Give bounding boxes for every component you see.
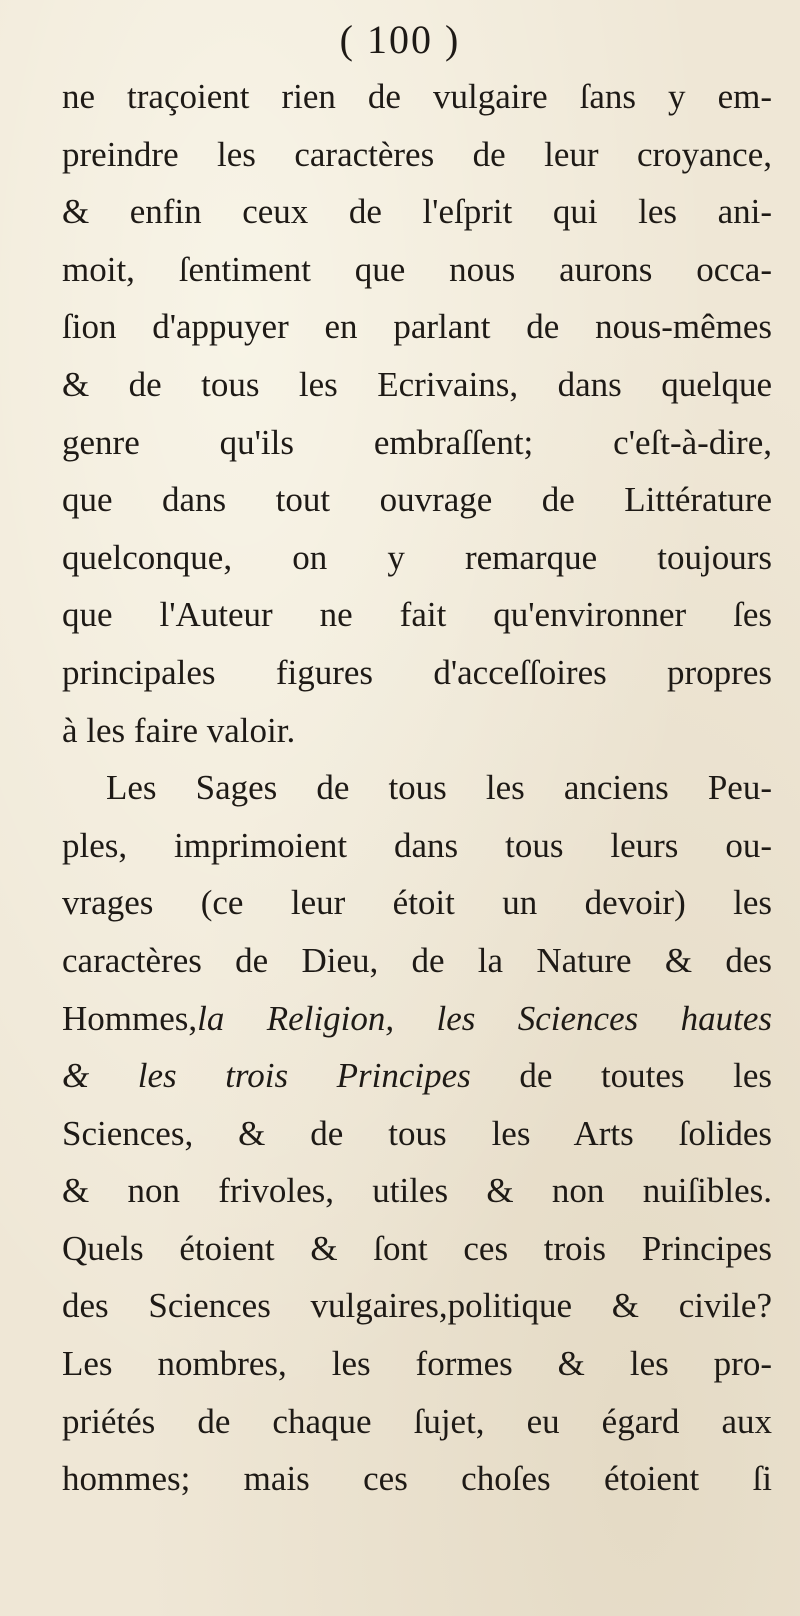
- roman-run: de toutes les: [470, 1056, 772, 1096]
- text-line: Sciences, & de tous les Arts ſolides: [62, 1113, 772, 1153]
- text-line-mixed: [62, 990, 772, 1048]
- text-line: ſion d'appuyer en parlant de nous-mêmes: [62, 307, 772, 347]
- text-line: priétés de chaque ſujet, eu égard aux: [62, 1401, 772, 1441]
- page-number: ( 100 ): [339, 17, 461, 62]
- text-line: genre qu'ils embraſſent; c'eſt-à-dire,: [62, 422, 772, 462]
- text-line: Les nombres, les formes & les pro-: [62, 1344, 772, 1384]
- text-line: vrages (ce leur étoit un devoir) les: [62, 883, 772, 923]
- text-line: & enfin ceux de l'eſprit qui les ani-: [62, 192, 772, 232]
- text-line: ples, imprimoient dans tous leurs ou-: [62, 825, 772, 865]
- text-line: caractères de Dieu, de la Nature & des: [62, 940, 772, 980]
- text-line: preindre les caractères de leur croyance,: [62, 134, 772, 174]
- text-line: que l'Auteur ne fait qu'environner ſes: [62, 595, 772, 635]
- body-text: [62, 68, 772, 1508]
- text-line: des Sciences vulgaires,politique & civile?: [62, 1286, 772, 1326]
- paragraph-end-line: à les faire valoir.: [62, 710, 296, 750]
- paragraph-start-line: Les Sages de tous les anciens Peu-: [106, 768, 772, 808]
- text-line: quelconque, on y remarque toujours: [62, 537, 772, 577]
- text-line-mixed: [62, 1047, 772, 1105]
- text-line: & de tous les Ecrivains, dans quelque: [62, 364, 772, 404]
- italic-run: la Religion, les Sciences hautes: [197, 998, 772, 1038]
- text-line: hommes; mais ces choſes étoient ſi: [62, 1459, 772, 1499]
- text-line: que dans tout ouvrage de Littérature: [62, 480, 772, 520]
- italic-run: & les trois Principes: [62, 1056, 471, 1096]
- text-line: Quels étoient & ſont ces trois Principes: [62, 1228, 772, 1268]
- roman-run: Hommes,: [62, 998, 198, 1038]
- text-line: & non frivoles, utiles & non nuiſibles.: [62, 1171, 772, 1211]
- text-line: ne traçoient rien de vulgaire ſans y em-: [62, 77, 772, 116]
- text-line: moit, ſentiment que nous aurons occa-: [62, 249, 772, 289]
- text-line: principales figures d'acceſſoires propres: [62, 652, 772, 692]
